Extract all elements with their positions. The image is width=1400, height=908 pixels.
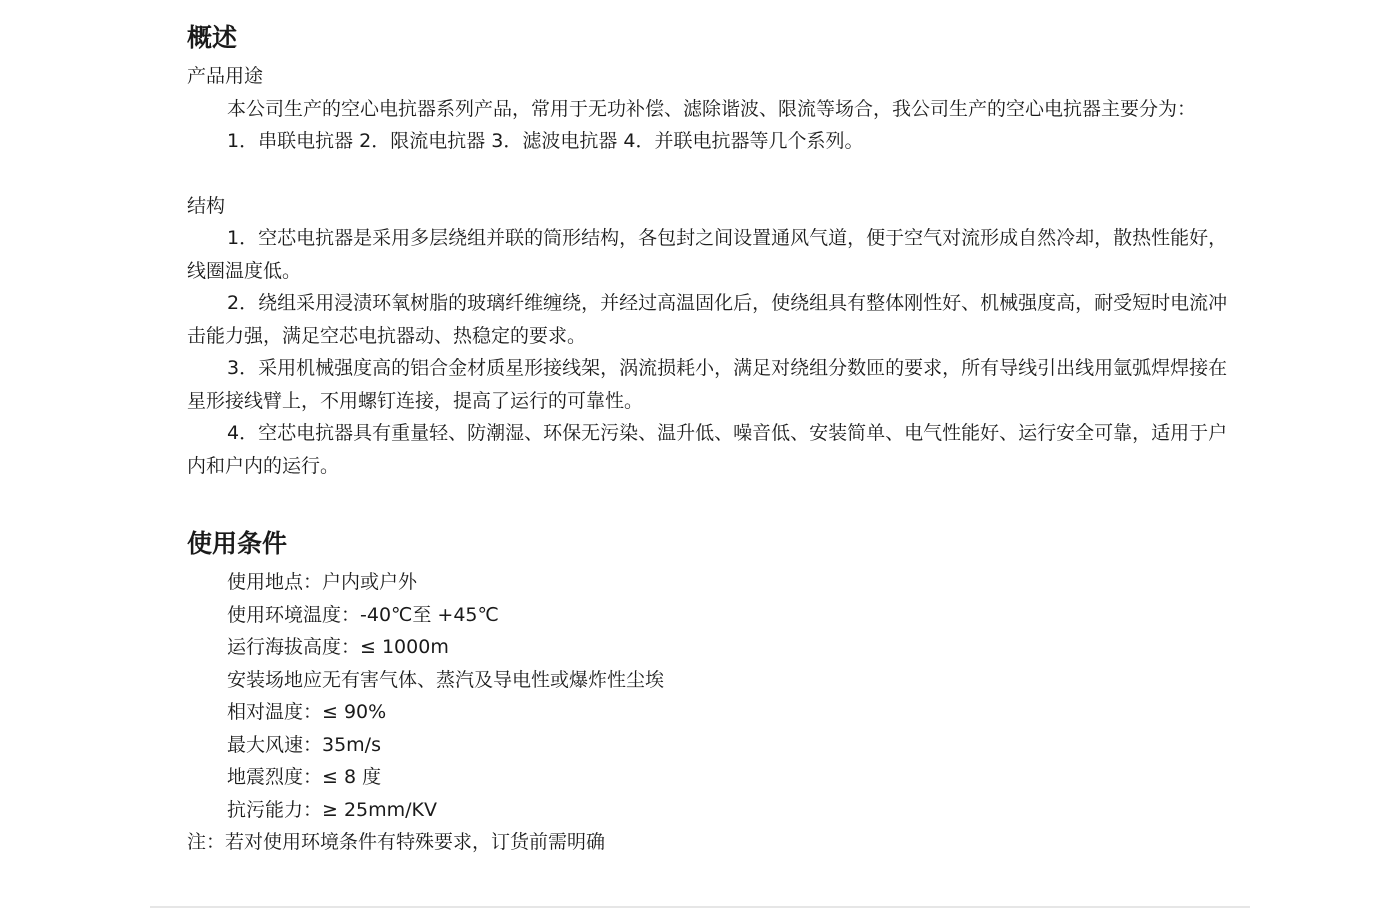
conditions-note: 注：若对使用环境条件有特殊要求，订货前需明确 [187,831,606,853]
condition-item: 使用环境温度：-40℃至 +45℃ [227,603,499,626]
condition-item: 地震烈度：≤ 8 度 [227,766,382,788]
series-line: 1．串联电抗器 2．限流电抗器 3．滤波电抗器 4．并联电抗器等几个系列。 [227,130,864,152]
condition-item: 抗污能力：≥ 25mm/KV [227,798,438,821]
overview-title: 概述 [187,23,238,52]
purpose-text: 本公司生产的空心电抗器系列产品，常用于无功补偿、滤除谐波、限流等场合，我公司生产的空心电抗器主要分为： [227,97,1197,120]
structure-heading: 结构 [187,194,226,217]
condition-item: 安装场地应无有害气体、蒸汽及导电性或爆炸性尘埃 [227,668,665,691]
structure-item-1: 1．空芯电抗器是采用多层绕组并联的筒形结构，各包封之间设置通风气道，便于空气对流形成自然冷却，散热性能好，线圈温度低。 [187,227,1228,282]
document-body [187,16,1237,859]
condition-item: 最大风速：35m/s [227,733,381,756]
structure-item-4: 4．空芯电抗器具有重量轻、防潮湿、环保无污染、温升低、噪音低、安装简单、电气性能好、运行安全可靠，适用于户内和户内的运行。 [187,422,1228,477]
section-spacer [187,158,1237,190]
structure-item-3: 3．采用机械强度高的铝合金材质星形接线架，涡流损耗小，满足对绕组分数匝的要求，所有导线引出线用氩弧焊焊接在星形接线臂上，不用螺钉连接，提高了运行的可靠性。 [187,357,1228,412]
purpose-heading: 产品用途 [187,65,264,87]
condition-item: 相对温度：≤ 90% [227,701,387,723]
condition-item: 运行海拔高度：≤ 1000m [227,636,449,658]
section-spacer [187,482,1237,522]
conditions-title: 使用条件 [187,529,288,558]
structure-item-2: 2．绕组采用浸渍环氧树脂的玻璃纤维缠绕，并经过高温固化后，使绕组具有整体刚性好、机械强度高，耐受短时电流冲击能力强，满足空芯电抗器动、热稳定的要求。 [187,292,1228,347]
condition-item: 使用地点：户内或户外 [227,571,418,593]
